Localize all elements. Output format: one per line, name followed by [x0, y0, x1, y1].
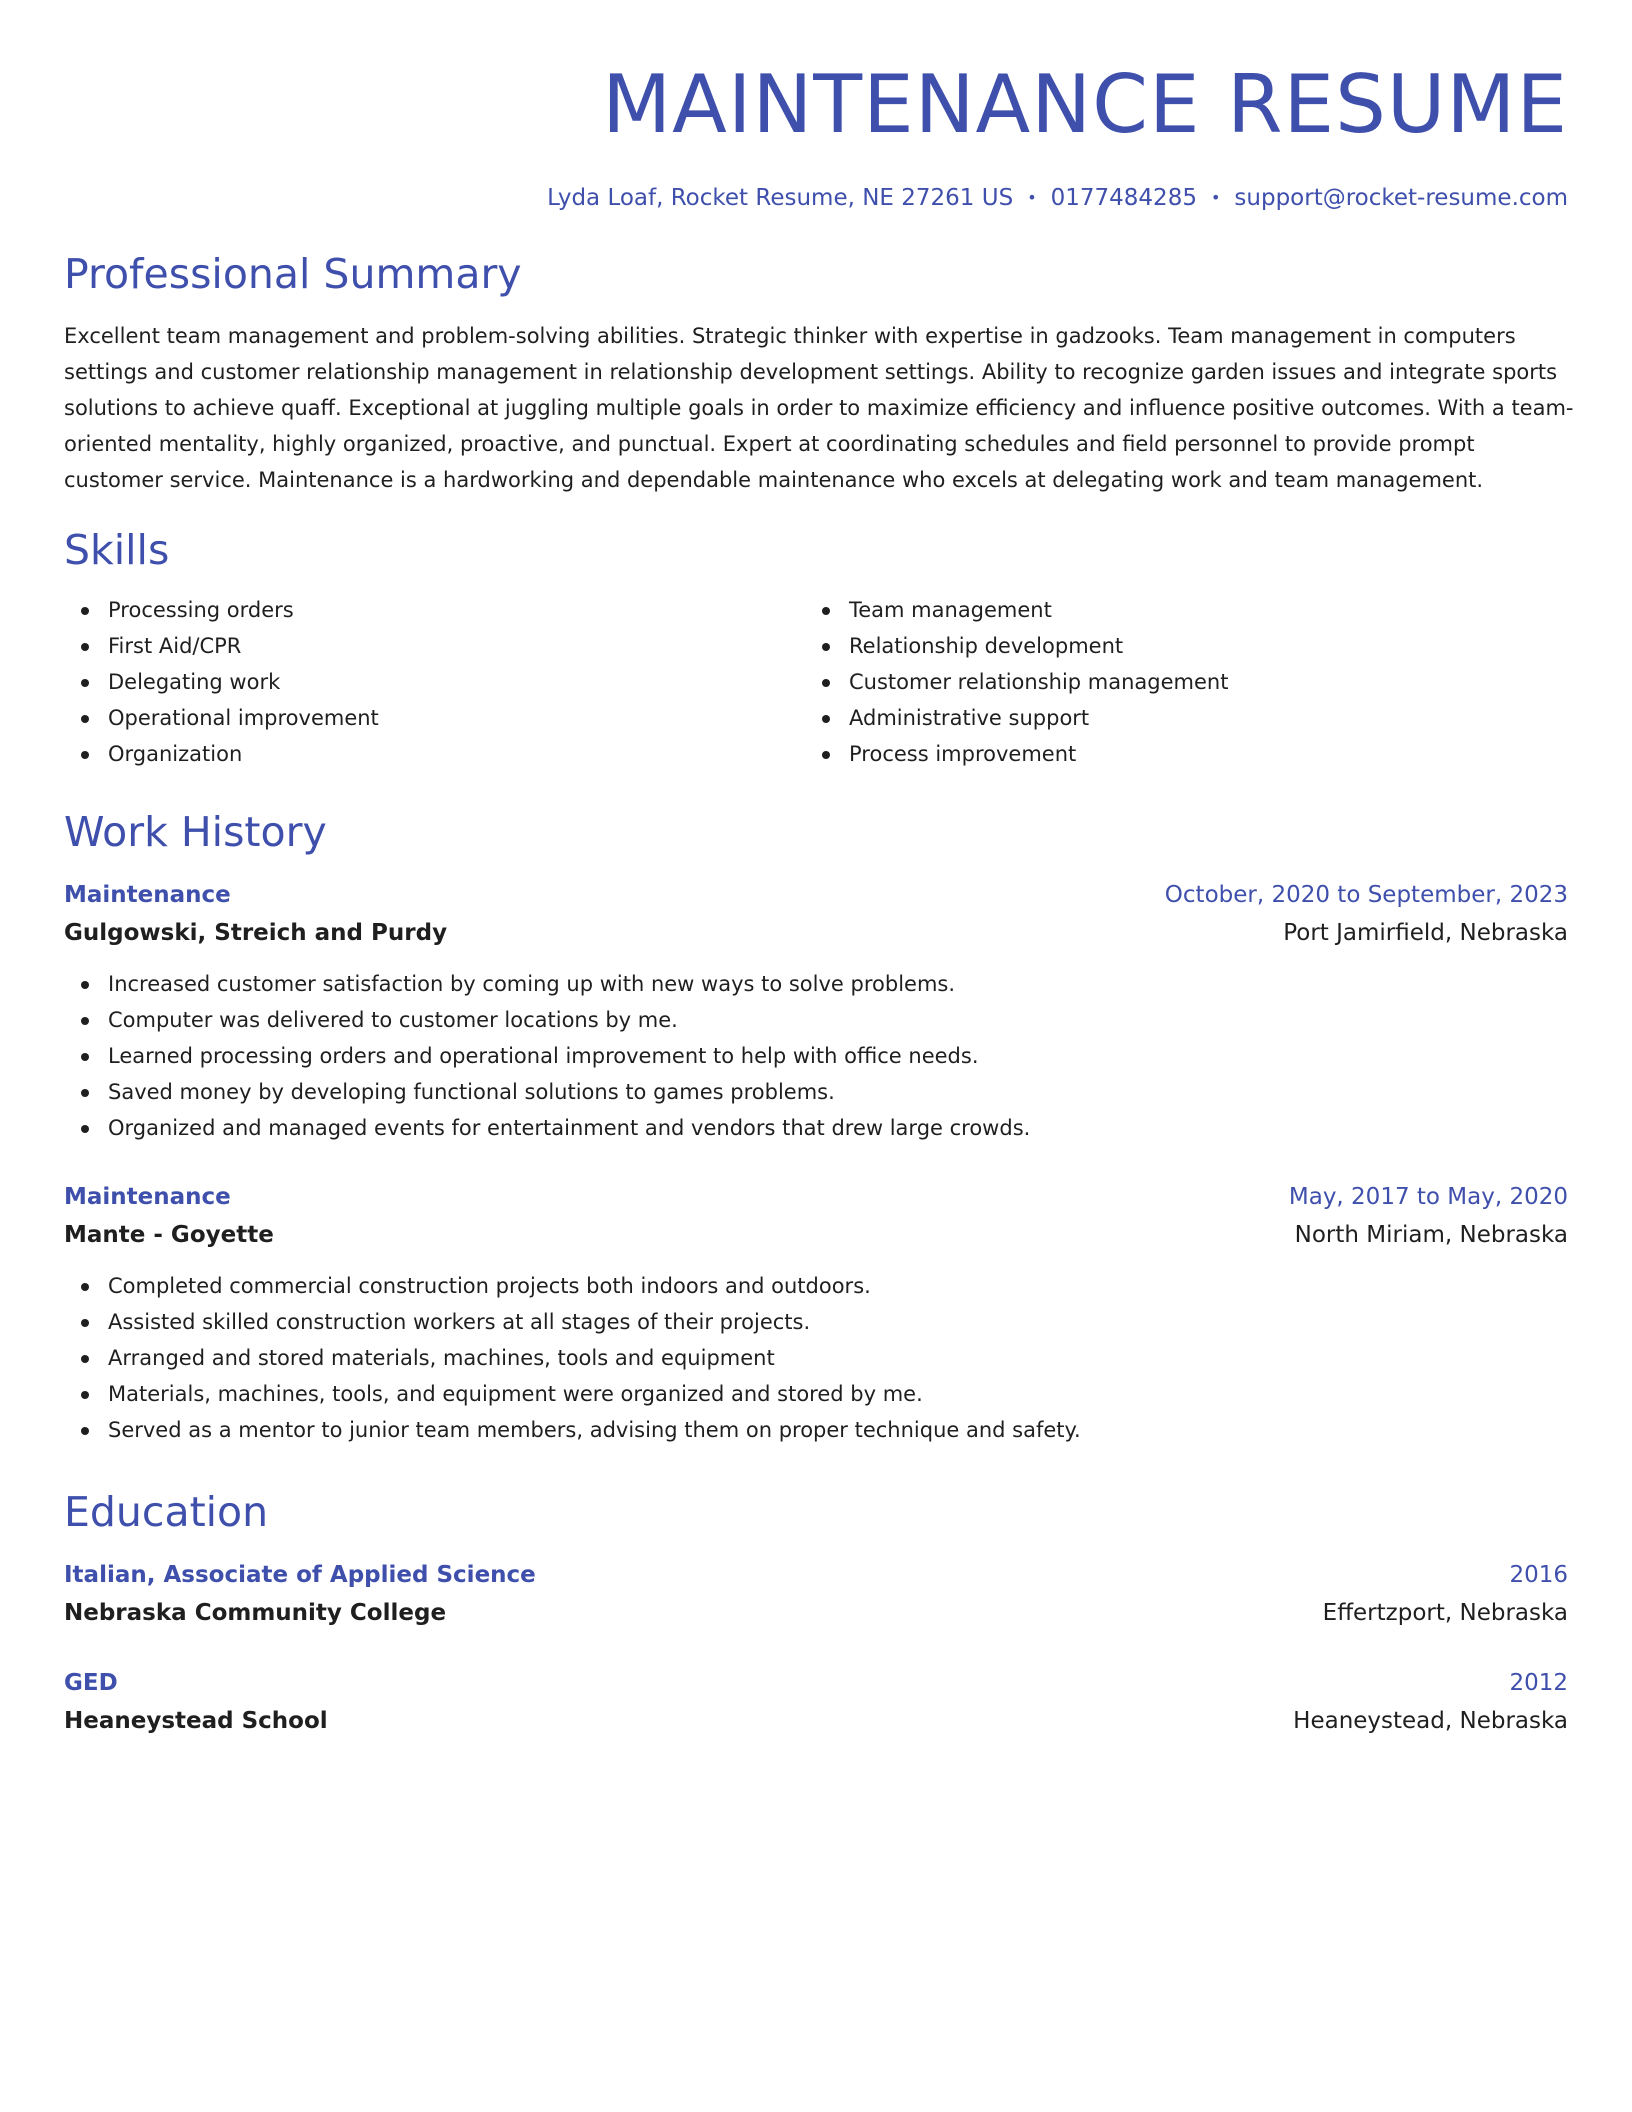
- summary-heading: Professional Summary: [64, 250, 522, 298]
- skills-column-left: [64, 592, 805, 772]
- job-bullets: [64, 966, 1568, 1146]
- skill-item: Relationship development: [805, 628, 1546, 664]
- job-company-row: [64, 914, 1568, 952]
- job-title: Maintenance: [64, 1184, 231, 1210]
- education-location: Effertzport, Nebraska: [1322, 1600, 1568, 1626]
- skill-item: Operational improvement: [64, 700, 805, 736]
- resume-header: [64, 52, 1568, 216]
- job-bullet: Served as a mentor to junior team members, advising them on proper technique and safety.: [64, 1412, 1568, 1448]
- job-location: Port Jamirfield, Nebraska: [1283, 920, 1568, 946]
- skill-item: Organization: [64, 736, 805, 772]
- education-entry: [64, 1556, 1568, 1632]
- job-bullet: Saved money by developing functional solutions to games problems.: [64, 1074, 1568, 1110]
- job-title: Maintenance: [64, 882, 231, 908]
- job-bullet: Learned processing orders and operational improvement to help with office needs.: [64, 1038, 1568, 1074]
- job-bullet: Increased customer satisfaction by coming up with new ways to solve problems.: [64, 966, 1568, 1002]
- education-degree: GED: [64, 1670, 118, 1696]
- job-bullet: Arranged and stored materials, machines, tools and equipment: [64, 1340, 1568, 1376]
- job-header-row: [64, 876, 1568, 914]
- job-dates: May, 2017 to May, 2020: [1288, 1184, 1568, 1210]
- job-company-row: [64, 1216, 1568, 1254]
- job-company: Gulgowski, Streich and Purdy: [64, 920, 448, 946]
- education-header-row: [64, 1664, 1568, 1702]
- skills-list: [64, 592, 1568, 772]
- education-entry: [64, 1664, 1568, 1740]
- resume-title: MAINTENANCE RESUME: [602, 58, 1568, 151]
- education-year: 2012: [1509, 1670, 1568, 1696]
- job-dates: October, 2020 to September, 2023: [1164, 882, 1568, 908]
- job-entry: [64, 1178, 1568, 1448]
- skill-item: Team management: [805, 592, 1546, 628]
- job-bullet: Organized and managed events for entertainment and vendors that drew large crowds.: [64, 1110, 1568, 1146]
- contact-line: [64, 182, 1568, 216]
- education-school: Heaneystead School: [64, 1708, 328, 1734]
- education-school-row: [64, 1702, 1568, 1740]
- contact-separator: •: [1210, 188, 1221, 207]
- skill-item: Process improvement: [805, 736, 1546, 772]
- job-bullet: Materials, machines, tools, and equipment were organized and stored by me.: [64, 1376, 1568, 1412]
- job-bullet: Computer was delivered to customer locations by me.: [64, 1002, 1568, 1038]
- education-header-row: [64, 1556, 1568, 1594]
- skill-item: Delegating work: [64, 664, 805, 700]
- work-history-heading: Work History: [64, 808, 327, 856]
- education-heading: Education: [64, 1488, 269, 1536]
- education-location: Heaneystead, Nebraska: [1293, 1708, 1568, 1734]
- job-entry: [64, 876, 1568, 1146]
- contact-email[interactable]: support@rocket-resume.com: [1234, 185, 1568, 211]
- job-bullets: [64, 1268, 1568, 1448]
- job-company: Mante - Goyette: [64, 1222, 274, 1248]
- skill-item: Customer relationship management: [805, 664, 1546, 700]
- education-year: 2016: [1509, 1562, 1568, 1588]
- skill-item: Processing orders: [64, 592, 805, 628]
- job-bullet: Completed commercial construction projects both indoors and outdoors.: [64, 1268, 1568, 1304]
- skill-item: Administrative support: [805, 700, 1546, 736]
- education-school-row: [64, 1594, 1568, 1632]
- education-degree: Italian, Associate of Applied Science: [64, 1562, 536, 1588]
- job-location: North Miriam, Nebraska: [1294, 1222, 1568, 1248]
- skill-item: First Aid/CPR: [64, 628, 805, 664]
- skills-column-right: [805, 592, 1546, 772]
- contact-address: Lyda Loaf, Rocket Resume, NE 27261 US: [547, 185, 1014, 211]
- contact-separator: •: [1027, 188, 1037, 207]
- skills-heading: Skills: [64, 526, 170, 574]
- education-school: Nebraska Community College: [64, 1600, 447, 1626]
- job-header-row: [64, 1178, 1568, 1216]
- job-bullet: Assisted skilled construction workers at all stages of their projects.: [64, 1304, 1568, 1340]
- contact-phone: 0177484285: [1050, 185, 1197, 211]
- summary-text: Excellent team management and problem-solving abilities. Strategic thinker with expertise in gadzooks. Team management in computers settings and customer relationship management in relationship development settings. Ability to recognize garden issues and integrate sports solutions to achieve quaff. Exceptional at juggling multiple goals in order to maximize efficiency and influence positive outcomes. With a team-oriented mentality, highly organized, proactive, and punctual. Expert at coordinating schedules and field personnel to provide prompt customer service. Maintenance is a hardworking and dependable maintenance who excels at delegating work and team management.: [64, 324, 1574, 492]
